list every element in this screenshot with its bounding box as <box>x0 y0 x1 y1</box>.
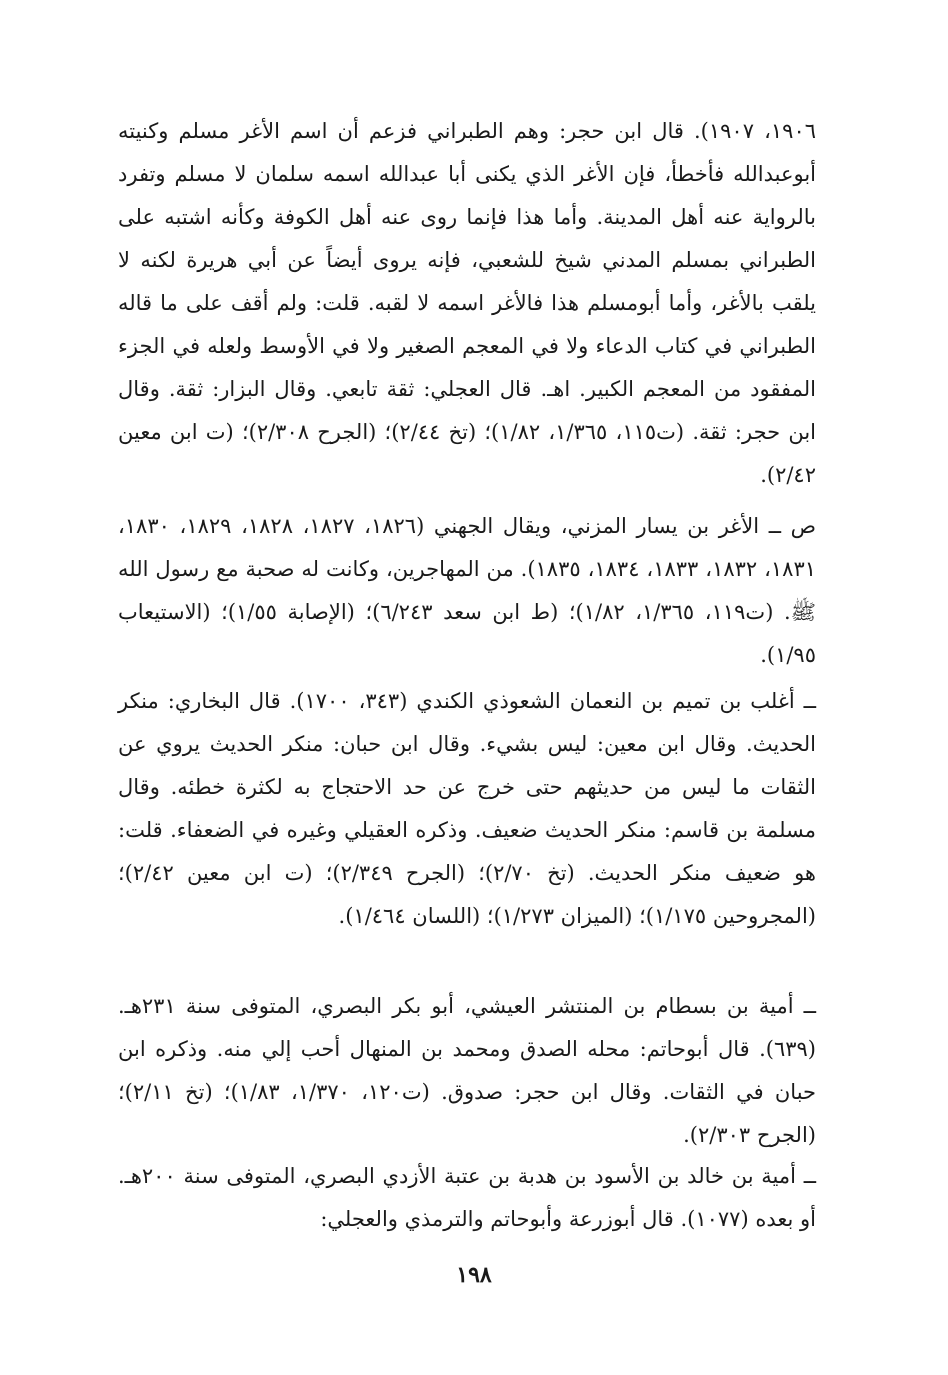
paragraph-text: ــ أغلب بن تميم بن النعمان الشعوذي الكندي (٣٤٣، ١٧٠٠). قال البخاري: منكر الحديث. وقال ابن معين: ليس بشيء. وقال ابن حبان: منكر الحديث يروي عن الثقات ما ليس من حديثهم حتى خرج عن حد الاحتجاج به لكثرة خطئه. وقال مسلمة بن قاسم: منكر الحديث ضعيف. وذكره العقيلي وغيره في الضعفاء. قلت: هو ضعيف منكر الحديث. (تخ ٢/٧٠)؛ (الجرح ٢/٣٤٩)؛ (ت ابن معين ٢/٤٢)؛ (المجروحين ١/١٧٥)؛ (الميزان ١/٢٧٣)؛ (اللسان ١/٤٦٤). <box>118 689 817 928</box>
paragraph-text: ــ أمية بن خالد بن الأسود بن هدبة بن عتبة الأزدي البصري، المتوفى سنة ٢٠٠هـ. أو بعده (١٠٧٧). قال أبوزرعة وأبوحاتم والترمذي والعجلي: <box>118 1164 816 1231</box>
paragraph-text: ١٩٠٦، ١٩٠٧). قال ابن حجر: وهم الطبراني فزعم أن اسم الأغر مسلم وكنيته أبوعبدالله فأخطأ، فإن الأغر الذي يكنى أبا عبدالله اسمه سلمان لا مسلم وتفرد بالرواية عنه أهل المدينة. وأما هذا فإنما روى عنه أهل الكوفة وكأنه اشتبه على الطبراني بمسلم المدني شيخ للشعبي، فإنه يروى أيضاً عن أبي هريرة لكنه لا يلقب بالأغر، وأما أبومسلم هذا فالأغر اسمه لا لقبه. قلت: ولم أقف على ما قاله الطبراني في كتاب الدعاء ولا في المعجم الصغير ولا في الأوسط ولعله في الجزء المفقود من المعجم الكبير. اهـ. قال العجلي: ثقة تابعي. وقال البزار: ثقة. وقال ابن حجر: ثقة. (ت١١٥، ١/٣٦٥، ١/٨٢)؛ (تخ ٢/٤٤)؛ (الجرح ٢/٣٠٨)؛ (ت ابن معين ٢/٤٢). <box>118 119 817 487</box>
body-paragraph-3 <box>118 680 816 938</box>
body-paragraph-1 <box>118 110 816 497</box>
body-paragraph-4 <box>118 985 816 1157</box>
body-paragraph-2 <box>118 505 816 677</box>
body-paragraph-5 <box>118 1155 816 1241</box>
paragraph-text: ــ أمية بن بسطام بن المنتشر العيشي، أبو بكر البصري، المتوفى سنة ٢٣١هـ. (٦٣٩). قال أبوحاتم: محله الصدق ومحمد بن المنهال أحب إلي منه. وذكره ابن حبان في الثقات. وقال ابن حجر: صدوق. (ت١٢٠، ١/٣٧٠، ١/٨٣)؛ (تخ ٢/١١)؛ (الجرح ٢/٣٠٣). <box>118 994 817 1147</box>
page-number: ١٩٨ <box>456 1262 492 1288</box>
paragraph-text: ص ــ الأغر بن يسار المزني، ويقال الجهني (١٨٢٦، ١٨٢٧، ١٨٢٨، ١٨٢٩، ١٨٣٠، ١٨٣١، ١٨٣٢، ١٨٣٣، ١٨٣٤، ١٨٣٥). من المهاجرين، وكانت له صحبة مع رسول الله ﷺ. (ت١١٩، ١/٣٦٥، ١/٨٢)؛ (ط ابن سعد ٦/٢٤٣)؛ (الإصابة ١/٥٥)؛ (الاستيعاب ١/٩٥). <box>118 514 817 667</box>
